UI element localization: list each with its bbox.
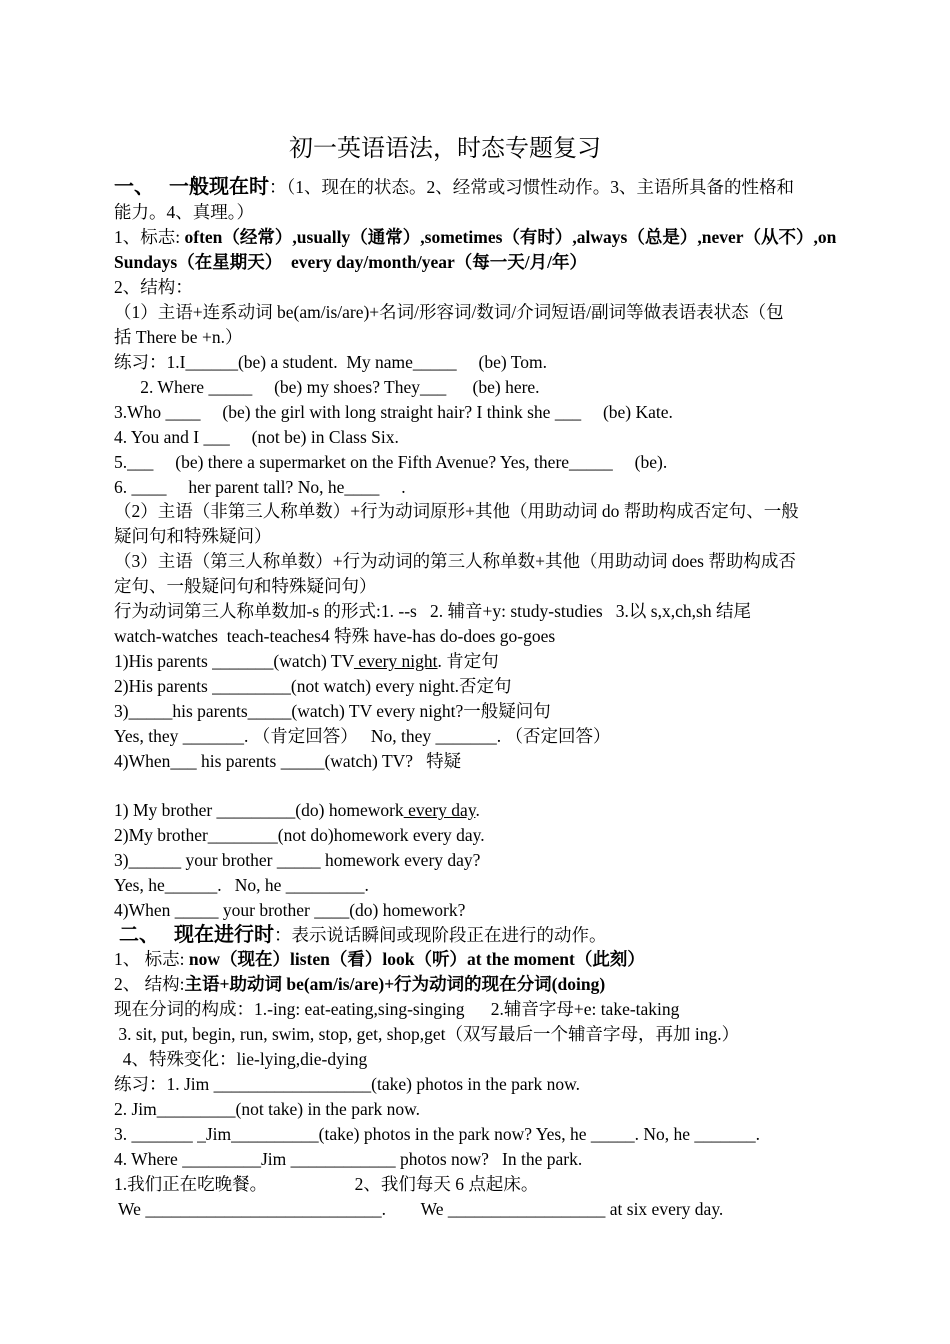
exercise-line: 2. Jim_________(not take) in the park now. [114,1099,421,1119]
signal-words-line: 1、 标志: now（现在）listen（看）look（听）at the moment（此刻） [114,949,645,969]
exercise-line: 1)His parents _______(watch) TV every night. 肯定句 [114,651,499,671]
text-line: （3）主语（第三人称单数）+行为动词的第三人称单数+其他（用助动词 does 帮助构成否 [114,551,796,571]
exercise-line: 练习：1.I______(be) a student. My name_____ (be) Tom. [114,352,547,372]
text-line: 括 There be +n.） [114,327,243,347]
text-line: 4、特殊变化：lie-lying,die-dying [114,1049,368,1069]
exercise-line: 3)______ your brother _____ homework every day? [114,850,481,870]
exercise-line: 4. You and I ___ (not be) in Class Six. [114,427,399,447]
text-line: 行为动词第三人称单数加-s 的形式:1. --s 2. 辅音+y: study-studies 3.以 s,x,ch,sh 结尾 [114,601,751,621]
section1-heading: 一、 一般现在时 [114,176,269,198]
exercise-line: 1) My brother _________(do) homework every day. [114,800,480,820]
exercise-line: 5.___ (be) there a supermarket on the Fifth Avenue? Yes, there_____ (be). [114,452,668,472]
text-line: 疑问句和特殊疑问） [114,526,272,546]
exercise-line: 3.Who ____ (be) the girl with long straight hair? I think she ___ (be) Kate. [114,402,673,422]
text-line: 现在分词的构成：1.-ing: eat-eating,sing-singing 2.辅音字母+e: take-taking [114,999,680,1019]
exercise-line: 4)When _____ your brother ____(do) homework? [114,900,466,920]
translation-line: We ___________________________. We __________________ at six every day. [114,1199,724,1219]
structure-line: 2、 结构:主语+助动词 be(am/is/are)+行为动词的现在分词(doing) [114,974,606,994]
section2-desc: ：表示说话瞬间或现阶段正在进行的动作。 [274,925,607,945]
signal-words-line: 1、标志: often（经常）,usually（通常）,sometimes（有时）,always（总是）,never（从不）,on [114,227,837,247]
exercise-line: 2)His parents _________(not watch) every night.否定句 [114,676,512,696]
exercise-line: 2)My brother________(not do)homework every day. [114,825,485,845]
text-line: watch-watches teach-teaches4 特殊 have-has do-does go-goes [114,626,556,646]
exercise-line: 2. Where _____ (be) my shoes? They___ (be) here. [114,377,540,397]
exercise-line: 4)When___ his parents _____(watch) TV? 特疑 [114,751,462,771]
exercise-line: 练习：1. Jim __________________(take) photos in the park now. [114,1074,580,1094]
section1-heading-line [114,175,844,199]
exercise-line: Yes, he______. No, he _________. [114,875,369,895]
section2-heading: 二、 现在进行时 [114,924,274,946]
exercise-line: 6. ____ her parent tall? No, he____ . [114,477,406,497]
section1-desc: ：（1、现在的状态。2、经常或习惯性动作。3、主语所具备的性格和 [269,177,794,197]
exercise-line: 4. Where _________Jim ____________ photos now? In the park. [114,1149,583,1169]
document-title: 初一英语语法，时态专题复习 [289,136,601,162]
text-line: 2、结构： [114,277,193,297]
text-line: （2）主语（非第三人称单数）+行为动词原形+其他（用助动词 do 帮助构成否定句、一般 [114,501,799,521]
exercise-line: 3. _______ _Jim__________(take) photos in the park now? Yes, he _____. No, he _______. [114,1124,760,1144]
text-line: 3. sit, put, begin, run, swim, stop, get, shop,get（双写最后一个辅音字母，再加 ing.） [114,1024,740,1044]
section2-heading-line [114,923,844,947]
exercise-line: Yes, they _______. （肯定回答） No, they _______. （否定回答） [114,726,611,746]
text-line: 能力。4、真理。） [114,202,254,222]
exercise-line: 3)_____his parents_____(watch) TV every night?一般疑问句 [114,701,551,721]
translation-line: 1.我们正在吃晚餐。 2、我们每天 6 点起床。 [114,1174,539,1194]
signal-words-line: Sundays（在星期天） every day/month/year（每一天/月/年） [114,252,588,272]
text-line: 定句、一般疑问句和特殊疑问句） [114,576,377,596]
text-line: （1）主语+连系动词 be(am/is/are)+名词/形容词/数词/介词短语/副词等做表语表状态（包 [114,302,784,322]
